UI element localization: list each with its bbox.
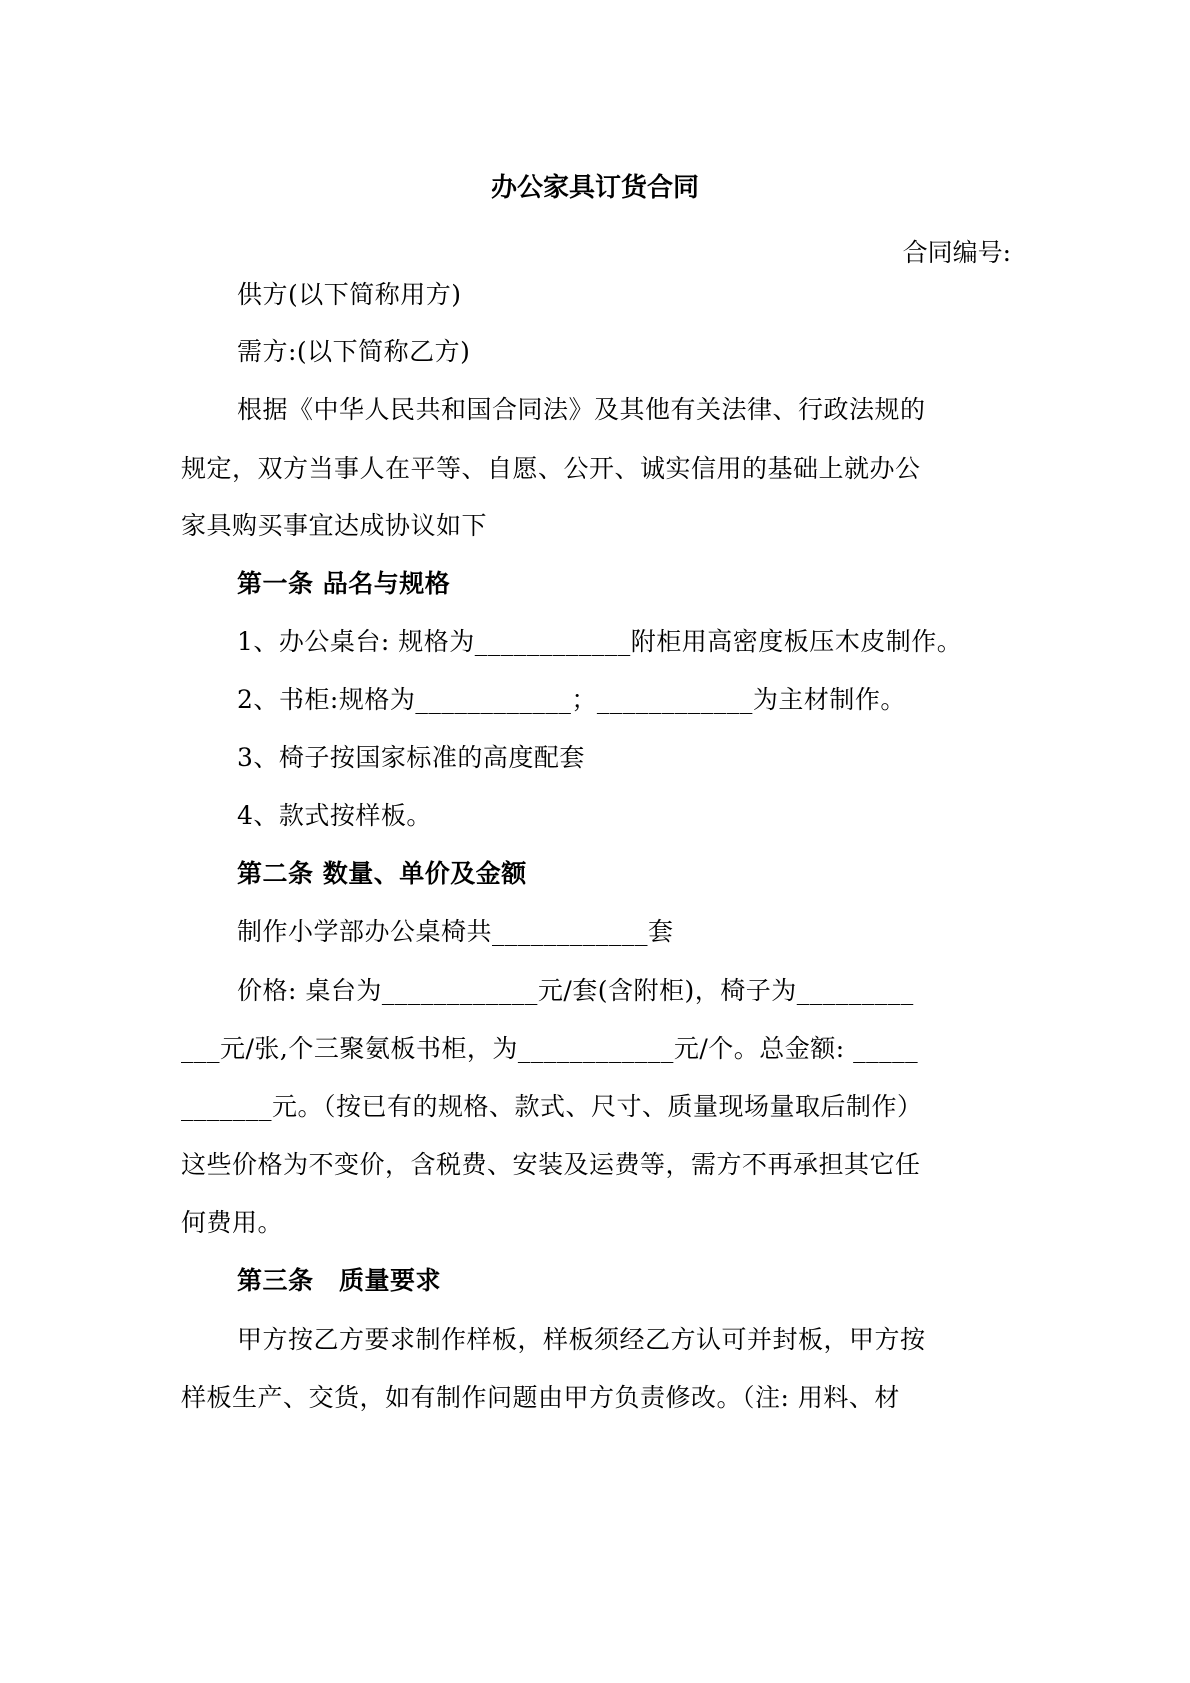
article-2-quantity: 制作小学部办公桌椅共____________套: [237, 917, 674, 946]
preamble-line-1: 根据《中华人民共和国合同法》及其他有关法律、行政法规的: [237, 395, 926, 424]
document-title: 办公家具订货合同: [490, 173, 699, 203]
article-1-item-3: 3、椅子按国家标准的高度配套: [237, 743, 585, 772]
preamble-line-2: 规定，双方当事人在平等、自愿、公开、诚实信用的基础上就办公: [181, 454, 921, 483]
buyer-line: 需方:(以下简称乙方): [237, 337, 471, 366]
article-2-price-line-4: 这些价格为不变价，含税费、安装及运费等，需方不再承担其它任: [181, 1150, 921, 1179]
article-1-item-4: 4、款式按样板。: [237, 801, 432, 830]
article-1-item-2: 2、书柜:规格为____________；____________为主材制作。: [237, 685, 906, 714]
article-2-price-line-2: ___元/张,个三聚氨板书柜，为____________元/个。总金额: _____: [181, 1034, 919, 1063]
article-2-price-line-3: _______元。（按已有的规格、款式、尺寸、质量现场量取后制作）: [181, 1092, 923, 1121]
article-1-heading: 第一条 品名与规格: [237, 569, 451, 598]
preamble-line-3: 家具购买事宜达成协议如下: [181, 511, 488, 540]
article-2-heading: 第二条 数量、单价及金额: [237, 859, 527, 888]
contract-number-label: 合同编号:: [902, 238, 1011, 267]
article-2-price-line-5: 何费用。: [181, 1208, 284, 1237]
article-3-line-1: 甲方按乙方要求制作样板，样板须经乙方认可并封板，甲方按: [237, 1325, 926, 1354]
article-3-line-2: 样板生产、交货，如有制作问题由甲方负责修改。（注: 用料、材: [181, 1383, 900, 1412]
article-3-heading: 第三条 质量要求: [237, 1266, 442, 1295]
supplier-line: 供方(以下简称用方): [237, 280, 462, 309]
article-1-item-1: 1、办公桌台: 规格为____________附柜用高密度板压木皮制作。: [237, 627, 963, 656]
article-2-price-line-1: 价格: 桌台为____________元/套(含附柜)，椅子为_________: [237, 976, 914, 1005]
